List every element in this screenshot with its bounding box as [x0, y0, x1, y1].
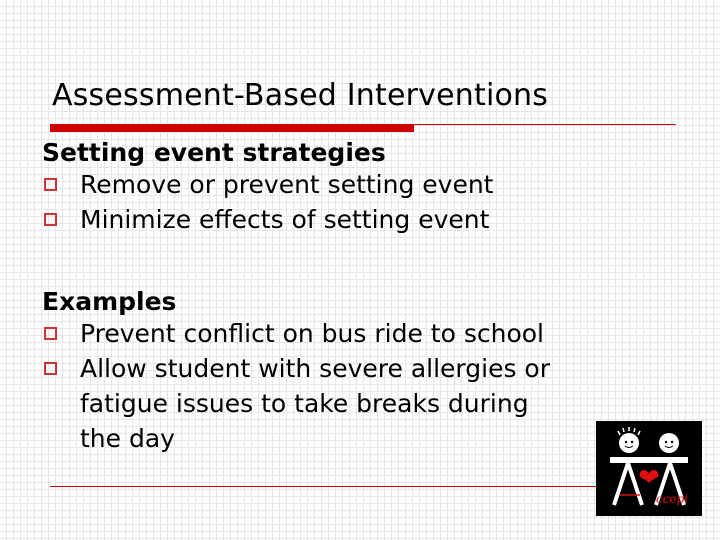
bullet-text: Remove or prevent setting event: [80, 170, 494, 199]
hollow-square-bullet-icon: [44, 327, 57, 340]
footer-rule: [50, 486, 610, 487]
bullet-text-line: Allow student with severe allergies or: [80, 354, 550, 383]
slide-title: Assessment-Based Interventions: [52, 78, 549, 113]
bullet-item: [42, 316, 550, 351]
title-underline-rule: [414, 124, 676, 125]
logo-label: ccepi: [655, 492, 688, 506]
bullet-item: [42, 202, 494, 237]
section-heading: Examples: [42, 287, 177, 316]
hollow-square-bullet-icon: [44, 213, 57, 226]
bullet-text: Prevent conflict on bus ride to school: [80, 319, 544, 348]
hollow-square-bullet-icon: [44, 362, 57, 375]
hollow-square-bullet-icon: [44, 178, 57, 191]
bullet-text-line: fatigue issues to take breaks during: [80, 389, 529, 418]
title-underline-bar: [50, 124, 414, 132]
bullet-item: [42, 167, 494, 202]
bullet-item: [42, 351, 550, 456]
section-examples: [42, 287, 550, 456]
section-setting-event-strategies: [42, 138, 494, 237]
bullet-text: Minimize effects of setting event: [80, 205, 490, 234]
section-heading: Setting event strategies: [42, 138, 386, 167]
bullet-text-line: the day: [80, 424, 175, 453]
ccepi-logo: [596, 421, 702, 516]
